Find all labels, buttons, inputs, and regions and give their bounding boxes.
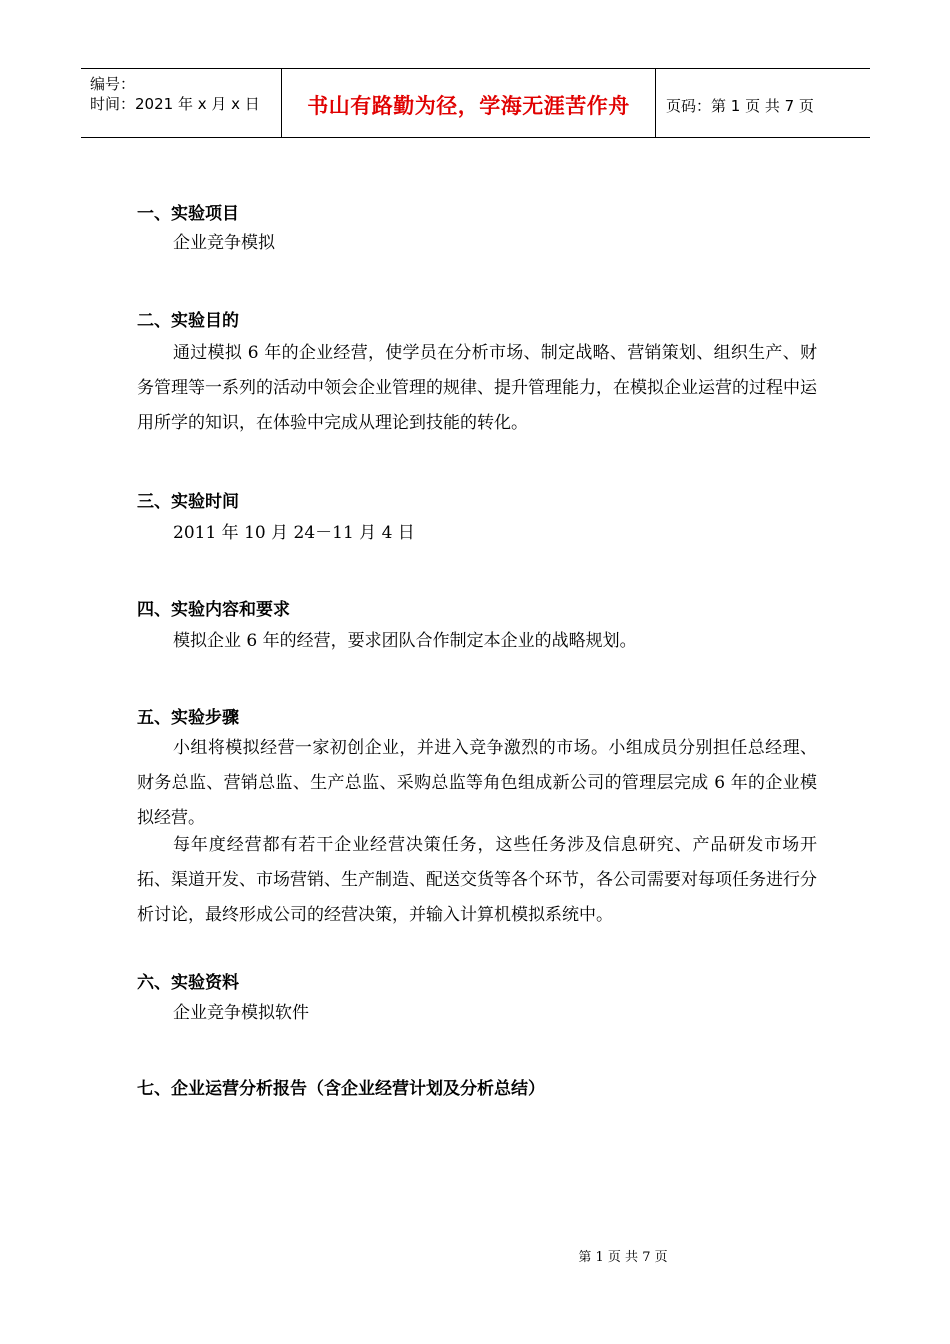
section-heading: 三、实验时间	[137, 492, 239, 512]
section-heading: 七、企业运营分析报告（含企业经营计划及分析总结）	[137, 1079, 545, 1099]
section-heading: 四、实验内容和要求	[137, 600, 290, 620]
motto: 书山有路勤为径，学海无涯苦作舟	[307, 94, 630, 118]
section-paragraph: 每年度经营都有若干企业经营决策任务，这些任务涉及信息研究、产品研发市场开拓、渠道开发、市场营销、生产制造、配送交货等各个环节，各公司需要对每项任务进行分析讨论，最终形成公司的经营决策，并输入计算机模拟系统中。	[137, 835, 817, 925]
page-code: 页码：第 1 页 共 7 页	[666, 97, 814, 115]
header-page-cell	[655, 69, 870, 137]
section-paragraph: 通过模拟 6 年的企业经营，使学员在分析市场、制定战略、营销策划、组织生产、财务管理等一系列的活动中领会企业管理的规律、提升管理能力，在模拟企业运营的过程中运用所学的知识，在体验中完成从理论到技能的转化。	[137, 343, 817, 433]
section-paragraph: 小组将模拟经营一家初创企业，并进入竞争激烈的市场。小组成员分别担任总经理、财务总监、营销总监、生产总监、采购总监等角色组成新公司的管理层完成 6 年的企业模拟经营。	[137, 738, 817, 828]
section-paragraph: 企业竞争模拟	[173, 233, 275, 253]
section-heading: 五、实验步骤	[137, 708, 239, 728]
section-heading: 二、实验目的	[137, 311, 239, 331]
section-paragraph: 2011 年 10 月 24－11 月 4 日	[173, 523, 415, 543]
page-footer: 第 1 页 共 7 页	[578, 1250, 668, 1265]
section-paragraph: 模拟企业 6 年的经营，要求团队合作制定本企业的战略规划。	[173, 631, 637, 651]
section-heading: 六、实验资料	[137, 973, 239, 993]
time-label: 时间：2021 年 x 月 x 日	[90, 95, 260, 113]
number-label: 编号：	[90, 75, 136, 93]
section-heading: 一、实验项目	[137, 204, 239, 224]
header-motto-cell	[281, 69, 656, 137]
section-paragraph: 企业竞争模拟软件	[173, 1003, 309, 1023]
header-table	[81, 68, 870, 138]
header-info-cell	[81, 69, 281, 137]
